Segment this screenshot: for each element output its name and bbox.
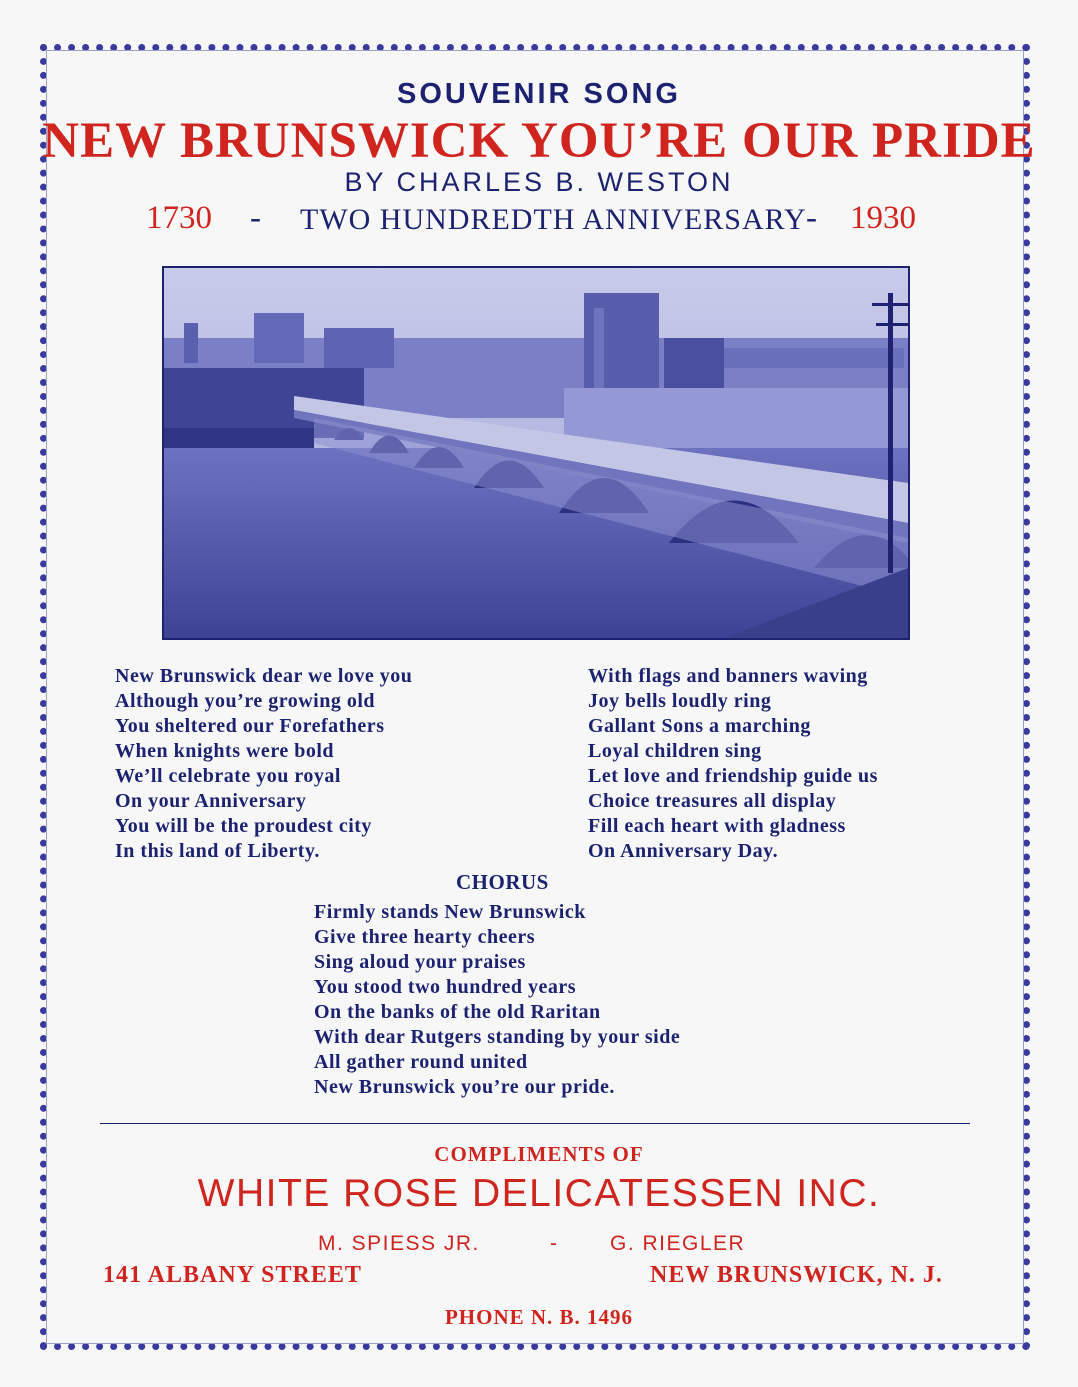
chorus-line: Firmly stands New Brunswick — [314, 901, 586, 923]
dash: - — [250, 200, 261, 236]
subtitle: SOUVENIR SONG — [397, 78, 681, 110]
chorus-line: All gather round united — [314, 1051, 528, 1073]
year-start: 1730 — [146, 200, 212, 236]
city: NEW BRUNSWICK, N. J. — [650, 1262, 943, 1288]
byline: BY CHARLES B. WESTON — [344, 167, 734, 197]
lyric-line: In this land of Liberty. — [115, 840, 320, 862]
chorus-line: With dear Rutgers standing by your side — [314, 1026, 681, 1048]
verse-1 — [115, 664, 412, 864]
anniversary-text: TWO HUNDREDTH ANNIVERSARY — [300, 203, 807, 236]
chorus — [314, 900, 680, 1100]
chorus-heading: CHORUS — [456, 870, 549, 894]
lyric-line: Gallant Sons a marching — [588, 715, 811, 737]
lyric-line: Choice treasures all display — [588, 790, 837, 812]
lyric-line: You sheltered our Forefathers — [115, 715, 385, 737]
lyric-line: New Brunswick dear we love you — [115, 665, 413, 687]
lyric-line: When knights were bold — [115, 740, 335, 762]
lyric-line: On your Anniversary — [115, 790, 307, 812]
lyric-line: On Anniversary Day. — [588, 840, 779, 862]
owner-name: M. SPIESS JR. — [318, 1232, 480, 1255]
lyric-line: Joy bells loudly ring — [588, 690, 772, 712]
lyric-line: Let love and friendship guide us — [588, 765, 878, 787]
chorus-line: New Brunswick you’re our pride. — [314, 1076, 615, 1098]
chorus-line: On the banks of the old Raritan — [314, 1001, 601, 1023]
lyric-line: Fill each heart with gladness — [588, 815, 846, 837]
lyric-line: We’ll celebrate you royal — [115, 765, 341, 787]
dash: - — [550, 1232, 559, 1255]
phone-number: PHONE N. B. 1496 — [444, 1305, 634, 1329]
chorus-line: You stood two hundred years — [314, 976, 577, 998]
song-title: NEW BRUNSWICK YOU’RE OUR PRIDE — [42, 113, 1036, 169]
company-name: WHITE ROSE DELICATESSEN INC. — [197, 1172, 881, 1215]
street-address: 141 ALBANY STREET — [103, 1262, 362, 1288]
verse-2 — [588, 664, 878, 864]
lyric-line: Although you’re growing old — [115, 690, 376, 712]
lyric-line: Loyal children sing — [588, 740, 762, 762]
compliments-heading: COMPLIMENTS OF — [434, 1142, 644, 1166]
owner-name: G. RIEGLER — [610, 1232, 746, 1255]
lyric-line: You will be the proudest city — [115, 815, 372, 837]
lyric-line: With flags and banners waving — [588, 665, 868, 687]
year-end: 1930 — [850, 200, 916, 236]
chorus-line: Give three hearty cheers — [314, 926, 535, 948]
divider — [100, 1123, 970, 1124]
dash: - — [806, 200, 817, 236]
bridge-photograph-icon — [162, 266, 910, 640]
chorus-line: Sing aloud your praises — [314, 951, 526, 973]
